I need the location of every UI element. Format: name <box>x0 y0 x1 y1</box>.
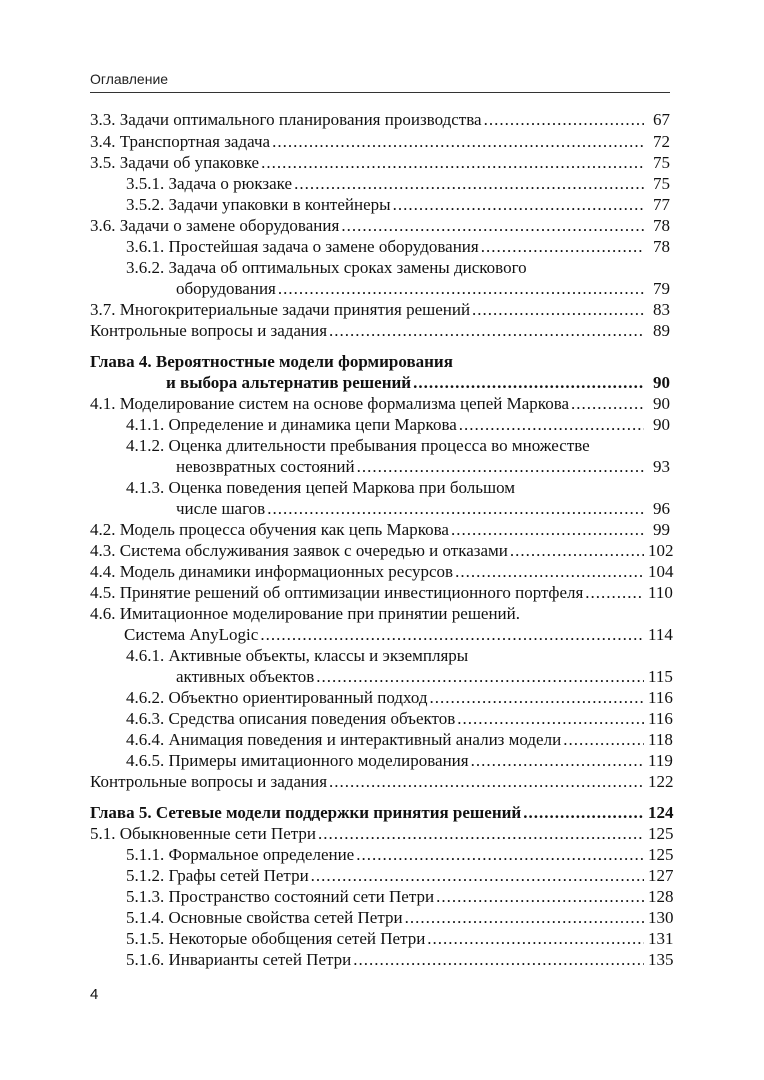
toc-entry[interactable] <box>126 236 670 257</box>
dot-leader <box>260 624 644 645</box>
toc-entry-label: 5.1.5. Некоторые обобщения сетей Петри <box>126 929 426 948</box>
toc-page-number: 124 <box>648 803 674 822</box>
toc-entry-label: 5.1. Обыкновенные сети Петри <box>90 824 316 843</box>
dot-leader <box>405 907 644 928</box>
dot-leader <box>585 582 644 603</box>
toc-entry[interactable] <box>90 561 674 582</box>
toc-page-number: 114 <box>648 625 673 644</box>
dot-leader <box>459 414 644 435</box>
toc-entry-label: 4.4. Модель динамики информационных ресурсов <box>90 562 454 581</box>
chapter-heading-line2: и выбора альтернатив решений <box>166 373 412 392</box>
toc-page-number: 75 <box>653 153 670 172</box>
toc-entry-label-line1[interactable]: 3.6.2. Задача об оптимальных сроках замены дискового <box>126 258 527 277</box>
toc-page-number: 135 <box>648 950 674 969</box>
toc-entry-label: 4.6.3. Средства описания поведения объектов <box>126 709 456 728</box>
toc-entry[interactable] <box>176 278 670 299</box>
toc-entry[interactable] <box>90 582 673 603</box>
toc-entry-label: Контрольные вопросы и задания <box>90 321 328 340</box>
toc-entry-label: 5.1.3. Пространство состояний сети Петри <box>126 887 435 906</box>
toc-entry-label-line2: оборудования <box>176 279 276 298</box>
toc-entry[interactable] <box>126 949 674 970</box>
toc-entry[interactable] <box>176 456 670 477</box>
toc-entry-label-line1[interactable]: 4.6. Имитационное моделирование при принятии решений. <box>90 604 520 623</box>
toc-entry[interactable] <box>90 393 670 414</box>
toc-page-number: 130 <box>648 908 674 927</box>
toc-entry-label: 4.2. Модель процесса обучения как цепь Маркова <box>90 520 449 539</box>
header-divider <box>90 92 670 93</box>
toc-page-number: 122 <box>648 772 674 791</box>
dot-leader <box>563 729 644 750</box>
dot-leader <box>357 456 644 477</box>
toc-entry[interactable] <box>90 771 674 792</box>
toc-entry-label: 5.1.2. Графы сетей Петри <box>126 866 309 885</box>
toc-entry-label: 3.5.1. Задача о рюкзаке <box>126 174 293 193</box>
chapter-heading-line1[interactable]: Глава 4. Вероятностные модели формирования <box>90 352 453 371</box>
dot-leader <box>267 498 644 519</box>
toc-entry-label: 4.6.4. Анимация поведения и интерактивный анализ модели <box>126 730 562 749</box>
dot-leader <box>436 886 644 907</box>
dot-leader <box>413 372 644 393</box>
toc-page-number: 72 <box>653 132 670 151</box>
dot-leader <box>430 687 644 708</box>
dot-leader <box>329 771 644 792</box>
dot-leader <box>571 393 644 414</box>
toc-page-number: 119 <box>648 751 673 770</box>
dot-leader <box>471 750 644 771</box>
dot-leader <box>472 299 644 320</box>
dot-leader <box>427 928 644 949</box>
toc-entry-label: 5.1.4. Основные свойства сетей Петри <box>126 908 403 927</box>
toc-page-number: 90 <box>653 415 670 434</box>
dot-leader <box>451 519 644 540</box>
dot-leader <box>329 320 644 341</box>
toc-entry-label: 3.5. Задачи об упаковке <box>90 153 260 172</box>
toc-entry-label: 3.7. Многокритериальные задачи принятия решений <box>90 300 471 319</box>
toc-page-number: 78 <box>653 237 670 256</box>
dot-leader <box>481 236 644 257</box>
toc-page-number: 115 <box>648 667 673 686</box>
toc-entry[interactable] <box>124 624 673 645</box>
toc-entry-label: 3.6. Задачи о замене оборудования <box>90 216 340 235</box>
toc-entry[interactable] <box>90 540 674 561</box>
dot-leader <box>457 708 644 729</box>
dot-leader <box>294 173 644 194</box>
dot-leader <box>316 666 644 687</box>
toc-entry[interactable] <box>126 687 673 708</box>
toc-entry[interactable] <box>90 519 670 540</box>
toc-page-number: 78 <box>653 216 670 235</box>
dot-leader <box>523 802 644 823</box>
toc-page-number: 77 <box>653 195 670 214</box>
toc-entry[interactable] <box>126 414 670 435</box>
toc-entry-label-line2: Система AnyLogic <box>124 625 259 644</box>
toc-entry-label: 4.6.5. Примеры имитационного моделирования <box>126 751 469 770</box>
toc-entry-label: 3.6.1. Простейшая задача о замене оборудования <box>126 237 479 256</box>
toc-entry-label-line1[interactable]: 4.1.2. Оценка длительности пребывания процесса во множестве <box>126 436 590 455</box>
dot-leader <box>311 865 644 886</box>
toc-entry[interactable] <box>90 109 670 130</box>
toc-entry[interactable] <box>90 823 674 844</box>
dot-leader <box>278 278 644 299</box>
toc-entry[interactable] <box>126 708 673 729</box>
dot-leader <box>272 131 644 152</box>
toc-entry[interactable] <box>126 886 674 907</box>
toc-page-number: 118 <box>648 730 673 749</box>
toc-entry[interactable] <box>90 320 670 341</box>
toc-page-number: 93 <box>653 457 670 476</box>
toc-page-number: 83 <box>653 300 670 319</box>
dot-leader <box>455 561 644 582</box>
toc-page-number: 90 <box>653 394 670 413</box>
toc-entry-label: 4.1. Моделирование систем на основе формализма цепей Маркова <box>90 394 570 413</box>
toc-page-number: 110 <box>648 583 673 602</box>
toc-page-number: 131 <box>648 929 674 948</box>
toc-entry[interactable] <box>126 750 673 771</box>
toc-entry[interactable] <box>126 865 674 886</box>
toc-entry-label-line1[interactable]: 4.1.3. Оценка поведения цепей Маркова при большом <box>126 478 516 497</box>
toc-page-number: 75 <box>653 174 670 193</box>
dot-leader <box>341 215 644 236</box>
toc-entry-label: 4.1.1. Определение и динамика цепи Маркова <box>126 415 457 434</box>
toc-page-number: 128 <box>648 887 674 906</box>
toc-entry[interactable] <box>176 666 673 687</box>
toc-entry[interactable] <box>126 194 670 215</box>
dot-leader <box>484 109 644 130</box>
dot-leader <box>318 823 644 844</box>
toc-page-number: 99 <box>653 520 670 539</box>
chapter-entry[interactable] <box>90 802 674 823</box>
toc-entry-label: 4.3. Система обслуживания заявок с очередью и отказами <box>90 541 508 560</box>
toc-entry-label-line2: невозвратных состояний <box>176 457 355 476</box>
toc-page-number: 102 <box>648 541 674 560</box>
toc-page-number: 96 <box>653 499 670 518</box>
dot-leader <box>353 949 644 970</box>
toc-entry[interactable] <box>90 152 670 173</box>
toc-entry[interactable] <box>176 498 670 519</box>
toc-entry-label-line2: активных объектов <box>176 667 315 686</box>
toc-entry-label: 3.4. Транспортная задача <box>90 132 271 151</box>
toc-entry[interactable] <box>126 844 674 865</box>
toc-page-number: 104 <box>648 562 674 581</box>
toc-entry-label-line2: числе шагов <box>176 499 266 518</box>
chapter-entry[interactable] <box>166 372 670 393</box>
toc-page-number: 116 <box>648 709 673 728</box>
toc-entry-label: 4.5. Принятие решений об оптимизации инвестиционного портфеля <box>90 583 584 602</box>
page-number: 4 <box>90 986 99 1003</box>
toc-entry-label: 5.1.1. Формальное определение <box>126 845 355 864</box>
toc-entry-label: 3.3. Задачи оптимального планирования производства <box>90 110 482 129</box>
toc-entry[interactable] <box>90 215 670 236</box>
toc-page-number: 67 <box>653 110 670 129</box>
toc-page-number: 90 <box>653 373 670 392</box>
chapter-heading: Глава 5. Сетевые модели поддержки принятия решений <box>90 803 522 822</box>
toc-entry-label: 3.5.2. Задачи упаковки в контейнеры <box>126 195 391 214</box>
toc-page-number: 89 <box>653 321 670 340</box>
toc-entry[interactable] <box>126 173 670 194</box>
toc-entry[interactable] <box>90 299 670 320</box>
dot-leader <box>510 540 644 561</box>
dot-leader <box>356 844 644 865</box>
toc-page-number: 79 <box>653 279 670 298</box>
toc-entry[interactable] <box>90 131 670 152</box>
toc-entry[interactable] <box>126 928 674 949</box>
dot-leader <box>393 194 644 215</box>
toc-entry[interactable] <box>126 729 673 750</box>
toc-entry-label: Контрольные вопросы и задания <box>90 772 328 791</box>
header-title: Оглавление <box>90 71 169 87</box>
toc-entry[interactable] <box>126 907 674 928</box>
toc-entry-label: 5.1.6. Инварианты сетей Петри <box>126 950 352 969</box>
toc-entry-label-line1[interactable]: 4.6.1. Активные объекты, классы и экземпляры <box>126 646 469 665</box>
toc-page-number: 125 <box>648 845 674 864</box>
dot-leader <box>261 152 644 173</box>
toc-page-number: 116 <box>648 688 673 707</box>
toc-page-number: 125 <box>648 824 674 843</box>
toc-entry-label: 4.6.2. Объектно ориентированный подход <box>126 688 428 707</box>
toc-page-number: 127 <box>648 866 674 885</box>
